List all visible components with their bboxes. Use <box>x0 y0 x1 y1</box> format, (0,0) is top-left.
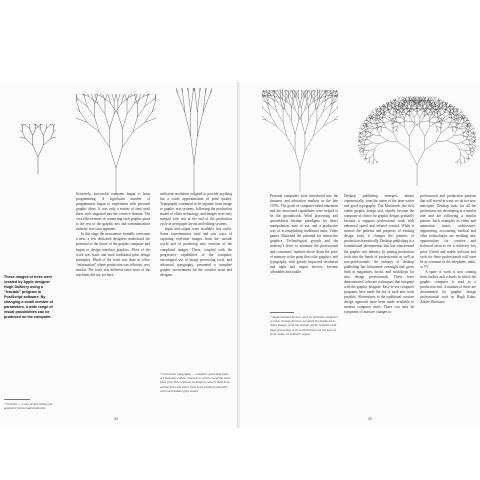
paragraph: In this stage the newcomers formally overcame a new: a few dedicated designers understood the potential of the future of the graphic computer and began to design interface graphics. Most of the work was static and used traditional print design principles. Much of the work was done in office “information” where production was efficient, very similar. The work was different since most of the machines did not yet have <box>76 232 150 277</box>
right-column-2 <box>344 194 414 410</box>
paragraph: sufficient resolution or speed to provide anything but a crude approximation of print quality. Typography continued to be separate from image to graphic arts systems, following the production model of offset technology, and images were only merged with text at the end of the production cycle in newspaper layout and editing systems. <box>160 192 232 227</box>
paragraph: Personal computers were introduced into the business and education markets in the late 1970s. The goals of computer-aided education and the associated capabilities were helped to be the groundwork. Word processing and spreadsheets became paradigms for direct manipulation, ease of use, and a productive way of accomplishing traditional tasks. Video games illustrated the potential for interactive graphics. Technological growth and the industry’s drive to automate the professional and consumers’ markets drove down the price of memory to the point that color graphics, and typography, with greatly improved resolution and input and output devices, became affordable and usable. <box>270 194 338 274</box>
fractal-tree-wide <box>358 90 476 186</box>
right-column-3 <box>420 194 476 410</box>
footnote-typography: * Lost about typography — computer generated fonts are basically outline characters, which reveal the same pixel grid. New software techniques convert them from outline form and allow them to be rendered smoothly, with intermediate gray values. <box>160 372 231 393</box>
paragraph: Input and output were available, but costly. Some experimenters tried and saw ways of capturing real-time images from the outside world and of producing new versions of the completed images. These, coupled with the progressive capabilities of the computer, encouraged use of image processing tools, and advanced typography, presented a complete graphic environment for the creative artist and designer. <box>160 227 232 277</box>
right-book-page <box>240 82 480 428</box>
paragraph: A spate of work is now coming from studios and schools in which the graphic computer is used as a production tool. A number of these are documented by graphic design professionals such as Hugh Kahn, Adobe Illustrator. <box>420 269 476 304</box>
left-column-2 <box>160 192 232 368</box>
footnote-fractals: * Fractals — a way of describing non-geometric forms mathematically. <box>4 402 54 411</box>
left-book-page <box>0 82 238 428</box>
fractal-tree-dense <box>262 90 338 192</box>
footnote-rule <box>4 399 30 400</box>
fractal-tree-tall <box>176 88 212 196</box>
left-column-1 <box>76 192 150 378</box>
paragraph: Iteratively, successful computer began to learn programming. A significant number of programmers began to experiment with personal graphic ideas. It was only a matter of time until these tools migrated into the creative domain. The cost-effectiveness of connecting each graphic point to the rest of the graphic arts and communication industry was soon apparent. <box>76 192 150 232</box>
fractal-tree-medium <box>76 94 156 194</box>
page-number: 45 <box>368 416 372 421</box>
footnote-apple: * Apple demand devices, such as personal computers or other storage devices, occupied the displayed as video images, from the outside world. Graphics and page processing, such as PostScript, are the keys of print, video, or software output. <box>270 315 338 336</box>
footnote-rule <box>270 312 294 313</box>
right-column-1 <box>270 194 338 306</box>
figure-caption: These images of trees were created by Apple designer Hugh DuBerry using a “fractals” program in PostScript software. By changing a small number of parameters, a wide range of visual possibilities can be produced on the computer. <box>4 275 53 319</box>
paragraph: Desktop publishing emerged, almost commercially, from the union of the laser writer and good typography. The Macintosh, the first viable graphic design tool, rapidly became the computer of choice for graphic design, primarily because it supports professional work with enhanced speed and refined control. While it mirrors the patterns and purposes of existing design tools, it changes the patterns of production dramatically. Desktop publishing is a foundational phenomenon that has transformed the graphic arts industry by putting production tools into the hands of professionals as well as non-professionals. An industry of desktop publishing has blossomed overnight and given birth to magazines, books, and workshops for new design professionals. These have demonstrated software techniques that integrate with the graphic designer. Easy-to-use computer programs have made the use of such new tools possible. Alternatives to the traditional creative design approach have been made available to modern computer users. There can only be symptoms of massive changes to <box>344 194 414 315</box>
fractal-tree-small <box>20 124 56 174</box>
page-number: 44 <box>114 416 118 421</box>
paragraph: professional and production patterns that will reveal in ways we do not now anticipate. Desktop tools for all the professions are developing at a similar rate and are following a similar pattern. Such examples as video and animation, music, architecture, engineering, accounting, medical and other technologies are enabling new opportunities for creative and technical services for a relatively low price. Useful and usable software and tools for these professionals will soon be as common as the telephone, radio, or TV. <box>420 194 476 269</box>
